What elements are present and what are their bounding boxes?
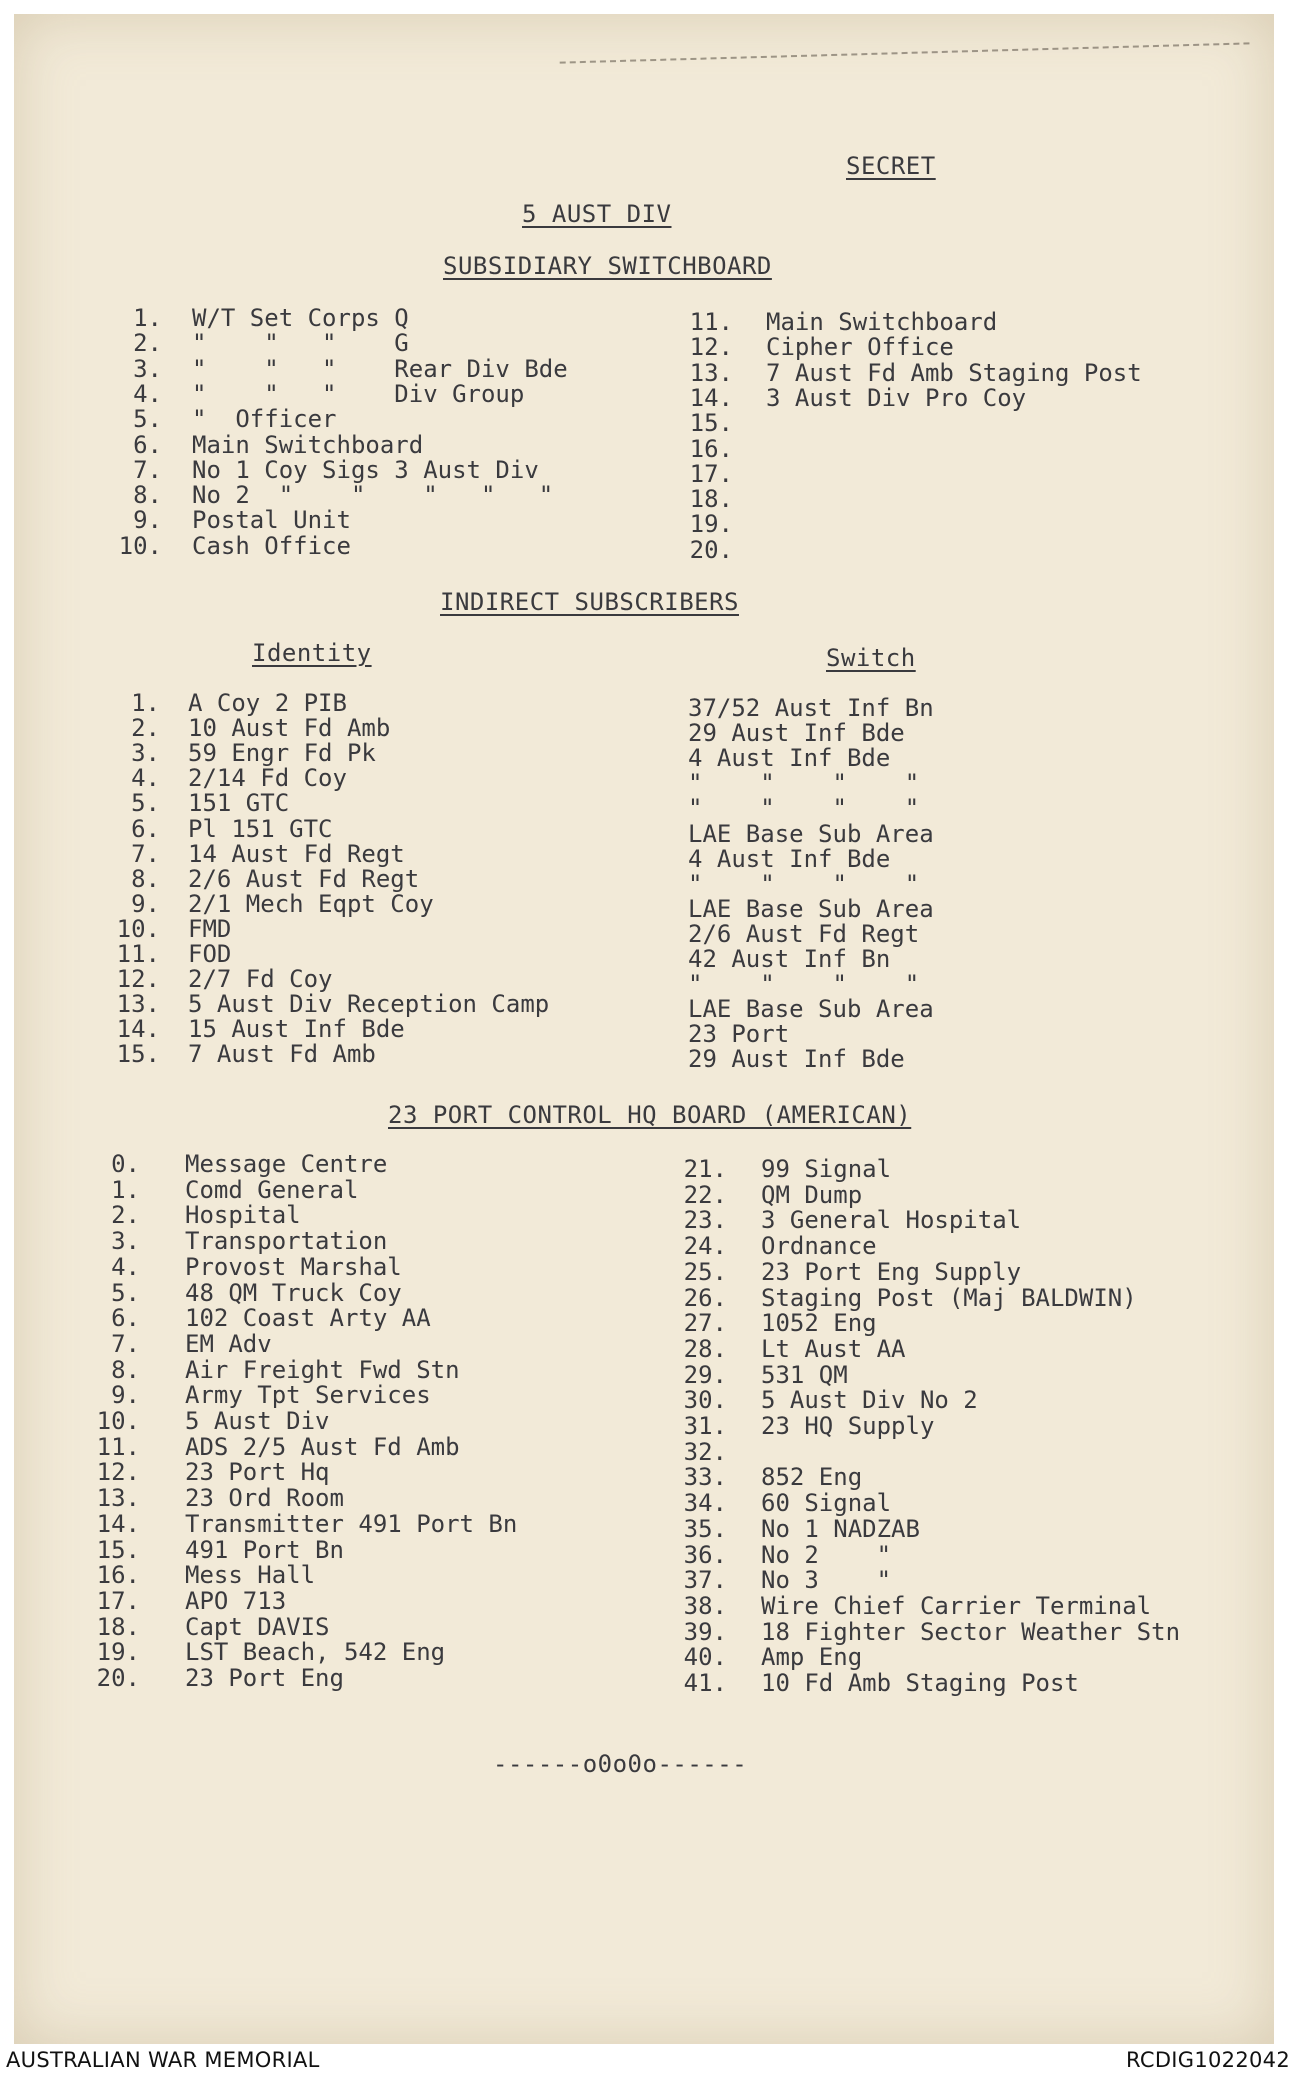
subsidiary-left-number: 8.: [133, 481, 162, 510]
footer-institution: AUSTRALIAN WAR MEMORIAL: [6, 2048, 320, 2072]
port-right-number: 35.: [683, 1514, 727, 1543]
port-left-label: 23 Port Hq: [185, 1458, 330, 1487]
port-left-number: 12.: [96, 1458, 140, 1487]
subsidiary-right-number: 19.: [689, 510, 733, 539]
subsidiary-left-label: " " " G: [192, 329, 409, 358]
subsidiary-right-number: 17.: [689, 459, 733, 488]
indirect-number: 13.: [116, 990, 160, 1019]
subsidiary-right-number: 14.: [689, 383, 733, 412]
indirect-identity: 2/6 Aust Fd Regt: [188, 864, 420, 893]
port-right-label: Staging Post (Maj BALDWIN): [761, 1283, 1137, 1312]
indirect-number: 3.: [131, 739, 160, 768]
port-left-label: Message Centre: [185, 1150, 388, 1178]
port-left-label: Transportation: [185, 1227, 388, 1256]
port-left-number: 20.: [96, 1664, 140, 1692]
port-left-label: Comd General: [185, 1175, 359, 1204]
port-left-label: Mess Hall: [185, 1561, 316, 1590]
indirect-identity: 7 Aust Fd Amb: [188, 1040, 376, 1069]
port-right-number: 39.: [683, 1617, 727, 1646]
subsidiary-left-number: 3.: [133, 354, 162, 383]
port-right-label: 99 Signal: [761, 1155, 892, 1183]
indirect-number: 5.: [131, 789, 160, 818]
port-right-number: 40.: [683, 1643, 727, 1672]
port-left-number: 3.: [111, 1227, 140, 1256]
port-left-number: 6.: [111, 1304, 140, 1333]
port-left-label: Air Freight Fwd Stn: [185, 1355, 460, 1384]
port-right-label: Lt Aust AA: [761, 1334, 906, 1363]
port-left-label: Capt DAVIS: [185, 1612, 330, 1641]
indirect-identity: 2/1 Mech Eqpt Coy: [188, 889, 434, 918]
indirect-number: 6.: [131, 814, 160, 843]
subsidiary-left-label: " " " Rear Div Bde: [192, 354, 568, 383]
indirect-switch: 42 Aust Inf Bn: [688, 945, 891, 973]
indirect-number: 11.: [116, 940, 160, 968]
port-left-label: Provost Marshal: [185, 1252, 402, 1281]
port-right-label: 10 Fd Amb Staging Post: [761, 1669, 1079, 1697]
port-left-number: 16.: [96, 1561, 140, 1590]
subsidiary-left-number: 2.: [133, 329, 162, 358]
port-left-number: 0.: [111, 1150, 140, 1178]
port-left-number: 10.: [96, 1407, 140, 1435]
port-left-label: Transmitter 491 Port Bn: [185, 1509, 518, 1538]
indirect-number: 8.: [131, 864, 160, 893]
port-left-number: 18.: [96, 1612, 140, 1641]
subsidiary-right-label: Main Switchboard: [766, 308, 998, 336]
port-right-number: 29.: [683, 1360, 727, 1389]
indirect-number: 15.: [116, 1040, 160, 1069]
indirect-switch: 23 Port: [688, 1020, 790, 1049]
indirect-identity: A Coy 2 PIB: [188, 689, 347, 717]
port-right-number: 33.: [683, 1463, 727, 1492]
port-right-label: 1052 Eng: [761, 1309, 877, 1338]
subsidiary-left-number: 4.: [133, 379, 162, 408]
subsidiary-left-label: Cash Office: [192, 531, 351, 560]
port-right-label: 5 Aust Div No 2: [761, 1386, 978, 1415]
subsidiary-left-label: No 1 Coy Sigs 3 Aust Div: [192, 455, 539, 484]
indirect-switch: " " " ": [688, 794, 920, 823]
subsidiary-right-number: 13.: [689, 358, 733, 387]
subsidiary-right-number: 18.: [689, 485, 733, 514]
port-control-title: 23 PORT CONTROL HQ BOARD (AMERICAN): [388, 1101, 912, 1129]
port-right-number: 36.: [683, 1540, 727, 1569]
port-right-number: 32.: [683, 1437, 727, 1466]
port-left-label: LST Beach, 542 Eng: [185, 1638, 446, 1667]
port-right-number: 34.: [683, 1489, 727, 1518]
port-left-label: ADS 2/5 Aust Fd Amb: [185, 1432, 460, 1461]
indirect-switch: 29 Aust Inf Bde: [688, 1045, 905, 1074]
classification-mark: SECRET: [846, 152, 936, 180]
port-left-number: 14.: [96, 1509, 140, 1538]
subsidiary-left-label: " " " Div Group: [192, 379, 525, 408]
port-right-number: 41.: [683, 1669, 727, 1697]
subsidiary-left-number: 9.: [133, 506, 162, 535]
subsidiary-switchboard-title: SUBSIDIARY SWITCHBOARD: [443, 252, 772, 280]
indirect-number: 9.: [131, 889, 160, 918]
indirect-subscribers-title: INDIRECT SUBSCRIBERS: [440, 588, 739, 616]
subsidiary-left-number: 7.: [133, 455, 162, 484]
port-right-label: 531 QM: [761, 1360, 848, 1389]
port-left-label: 491 Port Bn: [185, 1535, 344, 1564]
port-right-label: Amp Eng: [761, 1643, 863, 1672]
subsidiary-left-number: 1.: [133, 304, 162, 332]
port-left-label: 23 Ord Room: [185, 1484, 344, 1513]
indirect-number: 4.: [131, 764, 160, 793]
subsidiary-right-label: Cipher Office: [766, 333, 954, 362]
unit-title: 5 AUST DIV: [522, 200, 672, 228]
port-left-number: 2.: [111, 1201, 140, 1230]
port-right-label: 23 HQ Supply: [761, 1412, 935, 1440]
port-right-label: QM Dump: [761, 1180, 863, 1209]
subsidiary-left-label: " Officer: [192, 405, 337, 434]
indirect-switch: LAE Base Sub Area: [688, 819, 934, 848]
port-right-number: 27.: [683, 1309, 727, 1338]
indirect-identity: FOD: [188, 940, 232, 968]
subsidiary-left-label: Main Switchboard: [192, 430, 424, 459]
port-left-number: 13.: [96, 1484, 140, 1513]
end-mark: ------o0o0o------: [493, 1750, 748, 1778]
indirect-switch: 4 Aust Inf Bde: [688, 844, 891, 873]
port-right-number: 37.: [683, 1566, 727, 1595]
indirect-switch: " " " ": [688, 869, 920, 898]
port-left-number: 17.: [96, 1586, 140, 1615]
subsidiary-left-label: W/T Set Corps Q: [192, 304, 409, 332]
indirect-switch: " " " ": [688, 970, 920, 999]
indirect-identity: 59 Engr Fd Pk: [188, 739, 376, 768]
subsidiary-right-number: 16.: [689, 434, 733, 463]
indirect-switch: 37/52 Aust Inf Bn: [688, 694, 934, 722]
subsidiary-left-label: Postal Unit: [192, 506, 351, 535]
port-right-number: 30.: [683, 1386, 727, 1415]
indirect-identity: 10 Aust Fd Amb: [188, 714, 391, 743]
subsidiary-right-number: 11.: [689, 308, 733, 336]
port-right-number: 24.: [683, 1232, 727, 1261]
port-right-number: 38.: [683, 1591, 727, 1620]
indirect-switch: LAE Base Sub Area: [688, 995, 934, 1024]
port-right-label: Ordnance: [761, 1232, 877, 1261]
indirect-switch: 2/6 Aust Fd Regt: [688, 919, 920, 948]
port-left-number: 19.: [96, 1638, 140, 1667]
port-left-number: 9.: [111, 1381, 140, 1410]
port-left-label: 48 QM Truck Coy: [185, 1278, 402, 1307]
indirect-identity: 5 Aust Div Reception Camp: [188, 990, 550, 1019]
indirect-identity: 14 Aust Fd Regt: [188, 839, 405, 868]
subsidiary-right-number: 12.: [689, 333, 733, 362]
indirect-switch: 4 Aust Inf Bde: [688, 744, 891, 773]
port-right-number: 25.: [683, 1257, 727, 1286]
subsidiary-left-number: 6.: [133, 430, 162, 459]
footer-id: RCDIG1022042: [1126, 2048, 1290, 2072]
subsidiary-right-number: 20.: [689, 535, 733, 564]
port-right-number: 21.: [683, 1155, 727, 1183]
port-right-number: 26.: [683, 1283, 727, 1312]
indirect-identity: 2/14 Fd Coy: [188, 764, 347, 793]
port-left-number: 8.: [111, 1355, 140, 1384]
port-right-label: 60 Signal: [761, 1489, 892, 1518]
port-right-label: No 2 ": [761, 1540, 892, 1569]
port-left-label: Hospital: [185, 1201, 301, 1230]
port-left-label: 102 Coast Arty AA: [185, 1304, 431, 1333]
port-left-number: 5.: [111, 1278, 140, 1307]
indirect-identity: 151 GTC: [188, 789, 290, 818]
port-right-number: 23.: [683, 1206, 727, 1235]
port-left-number: 1.: [111, 1175, 140, 1204]
indirect-switch: 29 Aust Inf Bde: [688, 719, 905, 748]
subsidiary-left-number: 10.: [118, 531, 162, 560]
port-right-number: 28.: [683, 1334, 727, 1363]
subsidiary-right-label: 3 Aust Div Pro Coy: [766, 383, 1027, 412]
switch-header: Switch: [826, 644, 916, 672]
indirect-switch: " " " ": [688, 769, 920, 798]
indirect-number: 1.: [131, 689, 160, 717]
port-left-label: Army Tpt Services: [185, 1381, 431, 1410]
indirect-identity: Pl 151 GTC: [188, 814, 333, 843]
port-right-label: 23 Port Eng Supply: [761, 1257, 1022, 1286]
port-right-number: 31.: [683, 1412, 727, 1440]
indirect-number: 7.: [131, 839, 160, 868]
port-left-number: 15.: [96, 1535, 140, 1564]
port-left-label: EM Adv: [185, 1329, 272, 1358]
port-left-number: 4.: [111, 1252, 140, 1281]
indirect-identity: 2/7 Fd Coy: [188, 965, 333, 994]
port-right-label: No 1 NADZAB: [761, 1514, 920, 1543]
port-right-label: Wire Chief Carrier Terminal: [761, 1591, 1152, 1620]
port-left-label: 5 Aust Div: [185, 1407, 330, 1435]
indirect-identity: 15 Aust Inf Bde: [188, 1015, 405, 1044]
indirect-number: 2.: [131, 714, 160, 743]
port-left-label: 23 Port Eng: [185, 1664, 344, 1692]
port-left-number: 7.: [111, 1329, 140, 1358]
subsidiary-left-number: 5.: [133, 405, 162, 434]
port-right-number: 22.: [683, 1180, 727, 1209]
indirect-number: 10.: [116, 914, 160, 943]
port-left-label: APO 713: [185, 1586, 287, 1615]
port-left-number: 11.: [96, 1432, 140, 1461]
indirect-switch: LAE Base Sub Area: [688, 894, 934, 923]
indirect-identity: FMD: [188, 914, 232, 943]
subsidiary-right-number: 15.: [689, 409, 733, 438]
subsidiary-left-label: No 2 " " " " ": [192, 481, 554, 510]
identity-header: Identity: [252, 639, 372, 667]
port-right-label: 852 Eng: [761, 1463, 863, 1492]
port-right-label: No 3 ": [761, 1566, 892, 1595]
indirect-number: 12.: [116, 965, 160, 994]
indirect-number: 14.: [116, 1015, 160, 1044]
port-right-label: 3 General Hospital: [761, 1206, 1022, 1235]
subsidiary-right-label: 7 Aust Fd Amb Staging Post: [766, 358, 1142, 387]
port-right-label: 18 Fighter Sector Weather Stn: [761, 1617, 1181, 1646]
